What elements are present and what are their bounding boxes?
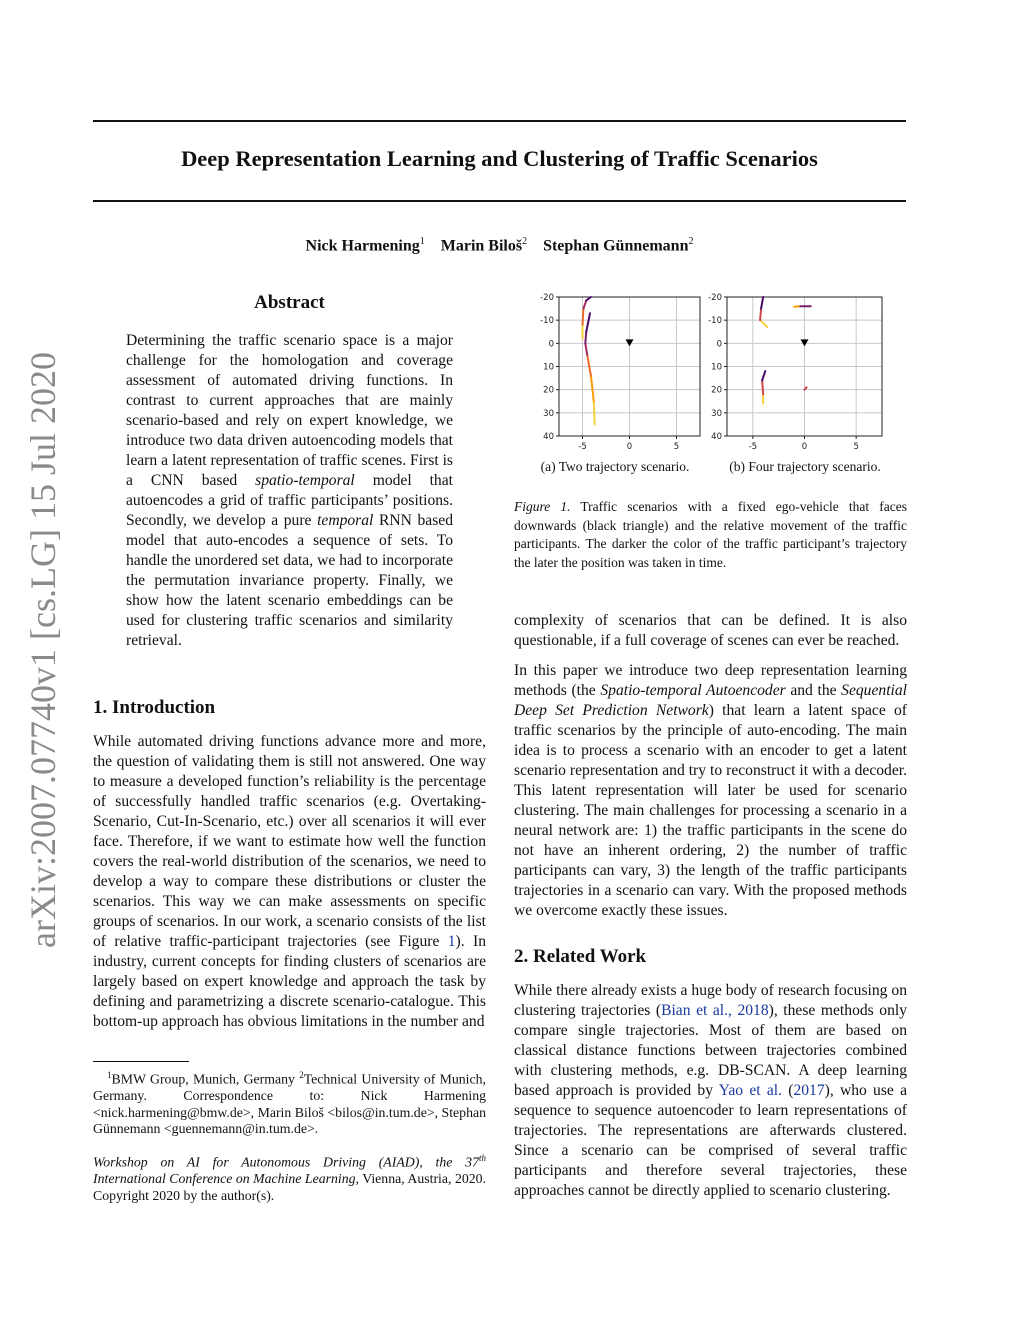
trajectory-1-segment [760, 320, 767, 327]
author-name: Stephan Günnemann [543, 237, 689, 255]
y-tick-label: 30 [543, 408, 554, 419]
intro-heading: 1. Introduction [93, 697, 216, 718]
text-segment: 1 [107, 1070, 112, 1080]
x-tick-label: -5 [578, 442, 587, 452]
arxiv-stamp: arXiv:2007.07740v1 [cs.LG] 15 Jul 2020 [23, 352, 63, 948]
text-segment: th [478, 1153, 486, 1163]
abstract-heading: Abstract [254, 292, 325, 313]
x-tick-label: 5 [853, 442, 859, 452]
text-segment: Workshop on AI for Autonomous Driving (AIAD), the 37 [93, 1154, 479, 1170]
y-tick-label: -10 [540, 316, 554, 327]
text-segment: ( [782, 1082, 794, 1099]
trajectory-1-segment [586, 313, 590, 332]
y-tick-label: 40 [711, 432, 722, 442]
text-segment: ), these methods only compare single trajectories. Most of them are based on classical distance functions between trajectories combined with clustering methods, e.g. DB-SCAN. A deep learning based approach is provided by [514, 1002, 907, 1099]
trajectory-1-segment [594, 401, 595, 424]
y-tick-label: 0 [548, 339, 554, 350]
citation-link[interactable]: 2017 [793, 1082, 825, 1099]
author-name: Nick Harmening [305, 237, 420, 255]
trajectory-1-segment [587, 355, 591, 376]
x-tick-label: 5 [673, 442, 680, 452]
figure-1-plots [520, 285, 900, 460]
text-segment: While automated driving functions advance more and more, the question of validating them is still not answered. One way to measure a developed function’s reliability is the percentage of successfully handled traffic scenarios (e.g. Overtaking-Scenario, Cut-In-Scenario, etc.) over all scenarios it will ever face. Therefore, if we want to estimate how well the function covers the real-world distribution of the scenarios, we need to develop a way to compare these distributions or cluster the scenarios. This way we can make assessments on specific groups of scenarios. In our work, a scenario consists of the list of relative traffic-participant trajectories (see Figure [93, 733, 486, 950]
y-tick-label: -20 [540, 293, 554, 303]
text-segment: Sequential Deep Set Prediction Network [514, 682, 907, 719]
right-paragraph-1 [514, 611, 907, 651]
text-segment: RNN based model that auto-encodes a sequence of sets. To handle the unordered set data, we had to incorporate the permutation invariance property. Finally, we show how the latent scenario embeddings can be used for clustering traffic scenarios and similarity retrieval. [126, 512, 453, 649]
x-tick-label: 0 [626, 442, 633, 452]
trajectory-1-segment [591, 376, 594, 401]
text-segment: complexity of scenarios that can be defined. It is also questionable, if a full coverage of scenes can ever be reached. [514, 612, 907, 649]
text-segment: ) that learn a latent space of traffic scenarios by the principle of auto-encoding. The main idea is to process a scenario with an encoder to get a latent scenario representation and try to reconstruct it with a decoder. This latent representation will later be used for scenario clustering. The main challenges for processing a scenario in a neural network are: 1) the traffic participants in the scene do not have an inherent ordering, 2) the number of traffic participants can vary, 3) the length of the traffic participants trajectories in a scenario can vary. With the proposed methods we overcome exactly these issues. [514, 702, 907, 919]
figure-caption [514, 498, 907, 572]
citation-link[interactable]: Bian et al., 2018 [661, 1002, 769, 1019]
text-segment: and the [785, 682, 842, 699]
y-tick-label: 20 [543, 385, 554, 396]
author-name: Marin Biloš [440, 237, 523, 255]
y-tick-label: 10 [543, 362, 554, 373]
text-segment: Spatio-temporal Autoencoder [600, 682, 786, 699]
trajectory-3-segment [762, 380, 763, 394]
trajectory-1-segment [761, 297, 763, 309]
text-segment: ), who use a sequence to sequence autoencoder to learn representations of trajectories. The representations are afterwards clustered. Since a scenario can be comprised of several traffic participants and therefore several trajectories, these approaches cannot be directly applied to scenario clustering. [514, 1082, 907, 1199]
citation-link[interactable]: 1 [447, 933, 456, 950]
subcaption-a: (a) Two trajectory scenario. [540, 459, 690, 474]
x-tick-label: 0 [801, 442, 808, 452]
abstract-text [126, 331, 453, 651]
text-segment: BMW Group, Munich, Germany [111, 1071, 300, 1087]
text-segment: , Vienna, Austria, 2020. Copyright 2020 by the author(s). [93, 1171, 486, 1203]
trajectory-1-segment [760, 309, 761, 321]
author-affiliation: 2 [522, 236, 528, 247]
trajectory-2-segment [586, 297, 591, 300]
text-segment: Traffic scenarios with a fixed ego-vehicle that faces downwards (black triangle) and the relative movement of the traffic participants. The darker the color of the traffic participant’s trajectory the later the position was taken in time. [514, 499, 907, 570]
trajectory-3-segment [762, 371, 765, 380]
text-segment: Figure 1. [514, 499, 571, 514]
y-tick-label: 40 [543, 432, 554, 442]
subcaption-b: (b) Four trajectory scenario. [729, 459, 881, 474]
y-tick-label: -10 [708, 316, 722, 327]
text-segment: temporal [317, 512, 374, 529]
paper-title: Deep Representation Learning and Clustering of Traffic Scenarios [181, 146, 818, 171]
title-rule-top [93, 120, 906, 122]
citation-link[interactable]: Yao et al. [718, 1082, 782, 1099]
intro-text [93, 732, 486, 1032]
text-segment: Determining the traffic scenario space is a major challenge for the homologation and coverage assessment of automated driving functions. In contrast to current approaches that are mainly scenario-based and rely on expert knowledge, we introduce two data driven autoencoding models that learn a latent representation of traffic scenes. First is a CNN based [126, 332, 453, 489]
text-segment: Technical University of Munich, Germany. Correspondence to: Nick Harmening <nick.harmening@bmw.de>, Marin Biloš <bilos@in.tum.de>, Stephan Günnemann <guennemann@in.tum.de>. [93, 1071, 486, 1137]
right-paragraph-2 [514, 661, 907, 921]
footnote-rule [93, 1061, 189, 1062]
author-list [93, 236, 906, 255]
text-segment: spatio-temporal [255, 472, 355, 489]
text-segment: ). In industry, current concepts for finding clusters of scenarios are largely based on expert knowledge and approach the task by defining and parametrizing a discrete scenario-catalogue. This bottom-up approach has obvious limitations in the number and [93, 933, 487, 1030]
related-work-text [514, 981, 907, 1201]
author-affiliation: 2 [688, 236, 694, 247]
x-tick-label: -5 [748, 442, 758, 452]
text-segment: 2 [299, 1070, 304, 1080]
y-tick-label: 0 [716, 339, 722, 350]
author-affiliation: 1 [419, 236, 425, 247]
y-tick-label: 30 [711, 408, 722, 419]
related-work-heading: 2. Related Work [514, 946, 647, 967]
text-segment: model that autoencodes a grid of traffic participants’ positions. Secondly, we develop a pure [126, 472, 453, 529]
trajectory-2-segment [583, 309, 584, 325]
text-segment: International Conference on Machine Learning [93, 1171, 356, 1187]
venue-note [93, 1150, 486, 1204]
text-segment: While there already exists a huge body of research focusing on clustering trajectories ( [514, 982, 907, 1019]
y-tick-label: -20 [708, 293, 722, 303]
trajectory-1-segment [585, 343, 587, 355]
title-rule-bottom [93, 200, 906, 202]
text-segment: In this paper we introduce two deep representation learning methods (the [514, 662, 907, 699]
y-tick-label: 10 [711, 362, 722, 373]
trajectory-1-segment [585, 332, 586, 344]
y-tick-label: 20 [711, 385, 722, 396]
footnote-affiliations [93, 1067, 486, 1138]
trajectory-2-segment [583, 300, 586, 308]
